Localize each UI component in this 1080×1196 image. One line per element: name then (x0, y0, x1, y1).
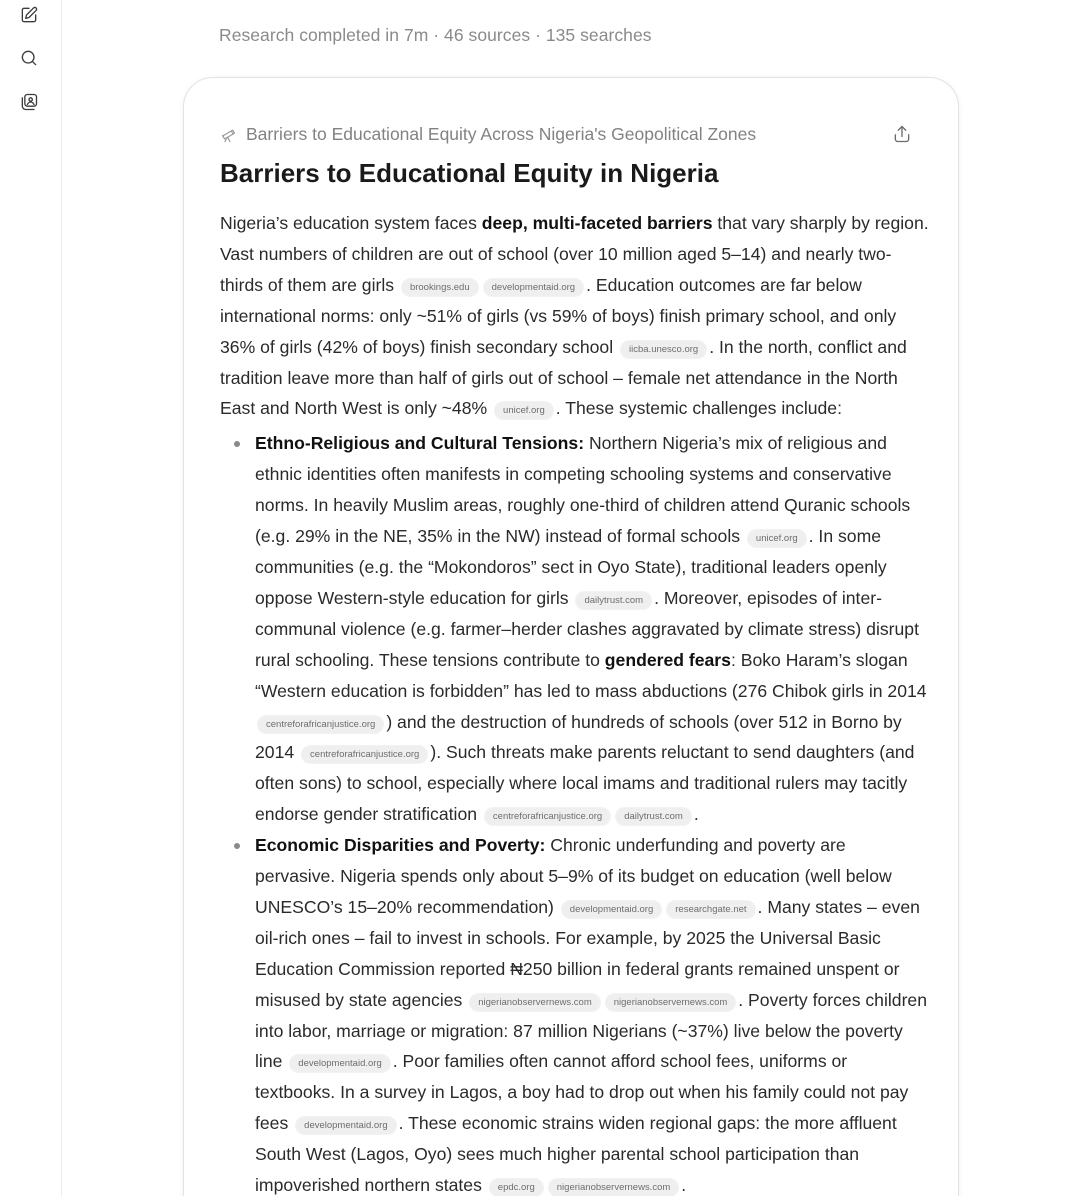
body-text: Northern Nigeria’s mix of religious and ethnic identities often manifests in competing schooling systems and conservative norms. In heavily Muslim areas, roughly one-third of children attend Quranic schools (e.g. 29% in the NE, 35% in the NW) instead of formal schools (255, 433, 911, 547)
body-text: . Moreover, episodes of inter-communal violence (e.g. farmer–herder clashes aggravated by climate stress) disrupt rural schooling. These tensions contribute to (255, 587, 919, 670)
citation-chip[interactable]: centreforafricanjustice.org (257, 715, 384, 734)
edit-icon (19, 5, 39, 25)
body-text: ) and the destruction of hundreds of schools (over 512 in Borno by 2014 (255, 711, 902, 763)
body-text: : Boko Haram’s slogan “Western education is forbidden” has led to mass abductions (276 Chibok girls in 2014 (255, 649, 927, 701)
left-sidebar (0, 0, 62, 1196)
body-text: . Many states – even oil-rich ones – fail to invest in schools. For example, by 2025 the Universal Basic Education Commission reported ₦250 billion in federal grants remained unspent or misused by state agencies (255, 896, 920, 1010)
intro-paragraph (220, 208, 930, 424)
research-status: Research completed in 7m · 46 sources · 135 searches (219, 25, 652, 45)
citation-chip[interactable]: developmentaid.org (561, 900, 662, 919)
new-chat-button[interactable] (16, 2, 42, 28)
share-icon (892, 124, 912, 144)
citation-chip[interactable]: dailytrust.com (575, 591, 652, 610)
body-text: . (681, 1175, 687, 1196)
body-text: that vary sharply by region. Vast numbers of children are out of school (over 10 million aged 5–14) and nearly two-thirds of them are girls (220, 213, 929, 295)
citation-chip[interactable]: unicef.org (747, 529, 807, 548)
library-button[interactable] (16, 89, 42, 115)
body-text: . Poverty forces children into labor, marriage or migration: 87 million Nigerians (~37%) live below the poverty line (255, 989, 928, 1072)
library-icon (19, 92, 39, 112)
report-subtitle: Barriers to Educational Equity Across Nigeria's Geopolitical Zones (246, 123, 757, 144)
report-title: Barriers to Educational Equity in Nigeria (220, 158, 719, 188)
citation-chip[interactable]: iicba.unesco.org (620, 340, 707, 359)
body-text: . (693, 804, 699, 825)
body-text: Nigeria’s education system faces (220, 213, 482, 233)
citation-chip[interactable]: nigerianobservernews.com (469, 993, 601, 1012)
search-button[interactable] (16, 45, 42, 71)
body-text: ). Such threats make parents reluctant to send daughters (and often sons) to school, especially where local imams and traditional rulers may tacitly endorse gender stratification (255, 742, 915, 825)
body-text: . Poor families often cannot afford school fees, uniforms or textbooks. In a survey in Lagos, a boy had to drop out when his family could not pay fees (255, 1051, 909, 1134)
citation-chip[interactable]: unicef.org (494, 401, 554, 420)
telescope-icon (220, 126, 237, 143)
citation-chip[interactable]: dailytrust.com (615, 807, 692, 826)
citation-chip[interactable]: nigerianobservernews.com (548, 1178, 680, 1196)
barrier-list-item (220, 428, 930, 830)
bold-text: Ethno-Religious and Cultural Tensions: (255, 433, 585, 454)
citation-chip[interactable]: nigerianobservernews.com (605, 993, 737, 1012)
body-text: . Education outcomes are far below international norms: only ~51% of girls (vs 59% of boys) finish primary school, and only 36% of girls (42% of boys) finish secondary school (220, 274, 897, 357)
body-text: . In the north, conflict and tradition leave more than half of girls out of school – female net attendance in the North East and North West is only ~48% (220, 336, 907, 419)
citation-chip[interactable]: epdc.org (489, 1178, 544, 1196)
body-text: . These systemic challenges include: (555, 398, 842, 419)
bold-text: Economic Disparities and Poverty: (255, 835, 546, 856)
bold-text: deep, multi-faceted barriers (481, 213, 713, 233)
barrier-list-item (220, 830, 930, 1196)
citation-chip[interactable]: centreforafricanjustice.org (301, 745, 428, 764)
body-text: . These economic strains widen regional gaps: the more affluent South West (Lagos, Oyo) sees much higher parental school participation than impoverished northern states (255, 1113, 897, 1196)
citation-chip[interactable]: developmentaid.org (483, 278, 584, 297)
citation-chip[interactable]: researchgate.net (666, 900, 755, 919)
search-icon (19, 48, 39, 68)
body-text: . In some communities (e.g. the “Mokondoros” sect in Oyo State), traditional leaders openly oppose Western-style education for girls (255, 526, 887, 608)
share-button[interactable] (890, 122, 914, 146)
citation-chip[interactable]: centreforafricanjustice.org (484, 807, 611, 826)
report-subtitle-row (220, 122, 756, 146)
report-body (220, 208, 930, 1196)
citation-chip[interactable]: developmentaid.org (289, 1054, 390, 1073)
body-text: Chronic underfunding and poverty are pervasive. Nigeria spends only about 5–9% of its budget on education (well below UNESCO’s 15–20% recommendation) (255, 835, 892, 917)
citation-chip[interactable]: brookings.edu (401, 278, 479, 297)
bold-text: gendered fears (604, 649, 731, 670)
report-card (183, 77, 959, 1196)
barrier-list (220, 428, 930, 1196)
citation-chip[interactable]: developmentaid.org (295, 1116, 396, 1135)
